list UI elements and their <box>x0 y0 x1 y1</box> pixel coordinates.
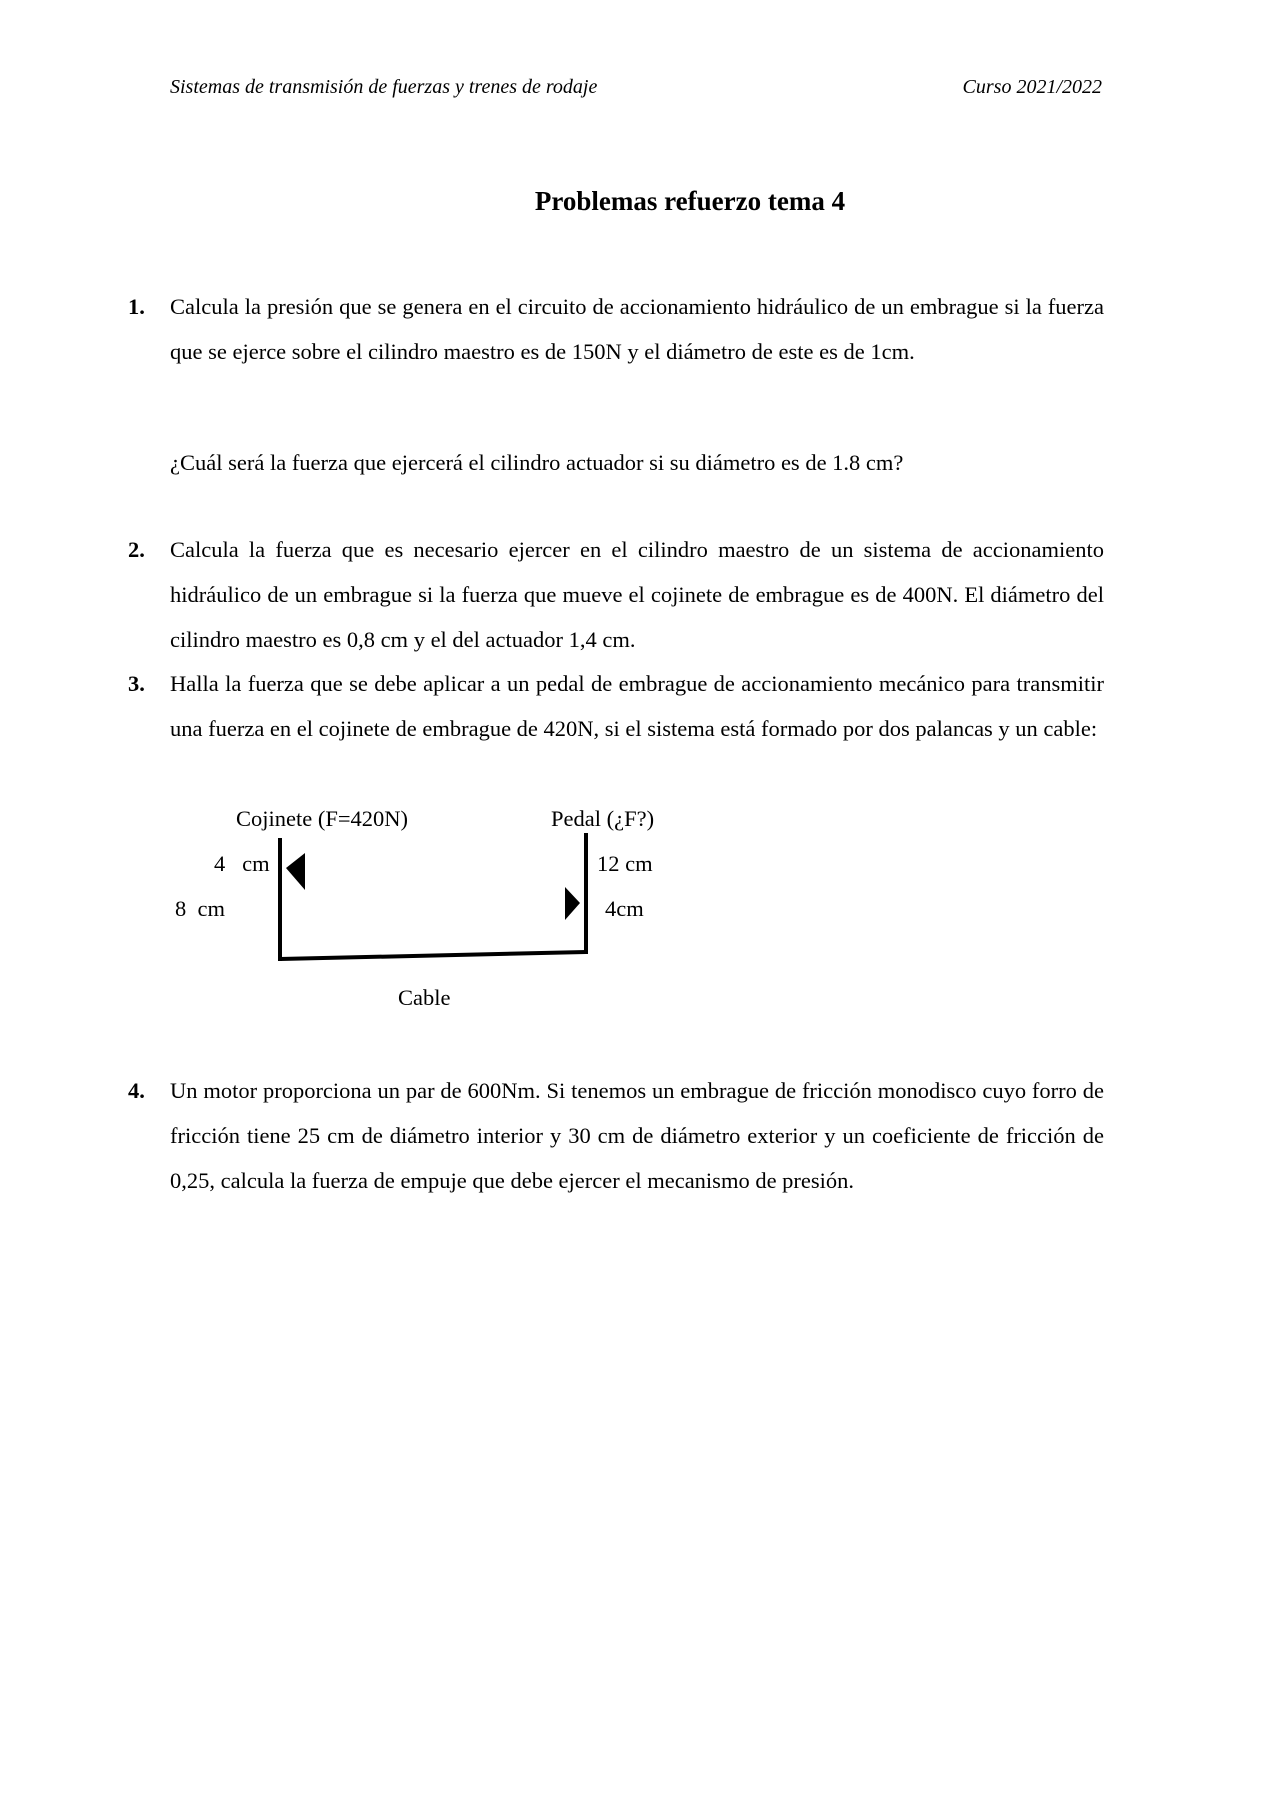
left-bottom-length: 8 cm <box>175 896 225 921</box>
right-bottom-length: 4cm <box>605 896 644 921</box>
cable-line <box>280 952 586 959</box>
problem-text: Halla la fuerza que se debe aplicar a un pedal de embrague de accionamiento mecánico para transmitir una fuerza en el cojinete de embrague de 420N, si el sistema está formado por dos palancas y un cable: <box>170 671 1104 741</box>
left-top-length: 4 cm <box>214 851 270 876</box>
cojinete-label: Cojinete (F=420N) <box>236 806 409 831</box>
problem-4 <box>128 1068 1104 1203</box>
header-course-year: Curso 2021/2022 <box>962 76 1102 98</box>
problem-number: 2. <box>128 537 145 562</box>
problem-number: 3. <box>128 671 145 696</box>
problem-number: 1. <box>128 294 145 319</box>
pedal-pivot-icon <box>565 887 580 920</box>
problem-1-followup: ¿Cuál será la fuerza que ejercerá el cilindro actuador si su diámetro es de 1.8 cm? <box>170 450 904 475</box>
problem-text: Un motor proporciona un par de 600Nm. Si tenemos un embrague de fricción monodisco cuyo forro de fricción tiene 25 cm de diámetro interior y 30 cm de diámetro exterior y un coeficiente de fricción de 0,25, calcula la fuerza de empuje que debe ejercer el mecanismo de presión. <box>170 1078 1104 1193</box>
cable-label: Cable <box>398 985 451 1010</box>
page-title: Problemas refuerzo tema 4 <box>534 186 846 216</box>
problem-number: 4. <box>128 1078 145 1103</box>
header-course-name: Sistemas de transmisión de fuerzas y trenes de rodaje <box>170 76 598 98</box>
pedal-label: Pedal (¿F?) <box>551 806 655 831</box>
cojinete-pivot-icon <box>286 853 305 890</box>
problem-text: Calcula la presión que se genera en el circuito de accionamiento hidráulico de un embrague si la fuerza que se ejerce sobre el cilindro maestro es de 150N y el diámetro de este es de 1cm. <box>170 294 1104 364</box>
right-top-length: 12 cm <box>597 851 653 876</box>
problem-text: Calcula la fuerza que es necesario ejercer en el cilindro maestro de un sistema de accionamiento hidráulico de un embrague si la fuerza que mueve el cojinete de embrague es de 400N. El diámetro del cilindro maestro es 0,8 cm y el del actuador 1,4 cm. <box>170 537 1104 652</box>
